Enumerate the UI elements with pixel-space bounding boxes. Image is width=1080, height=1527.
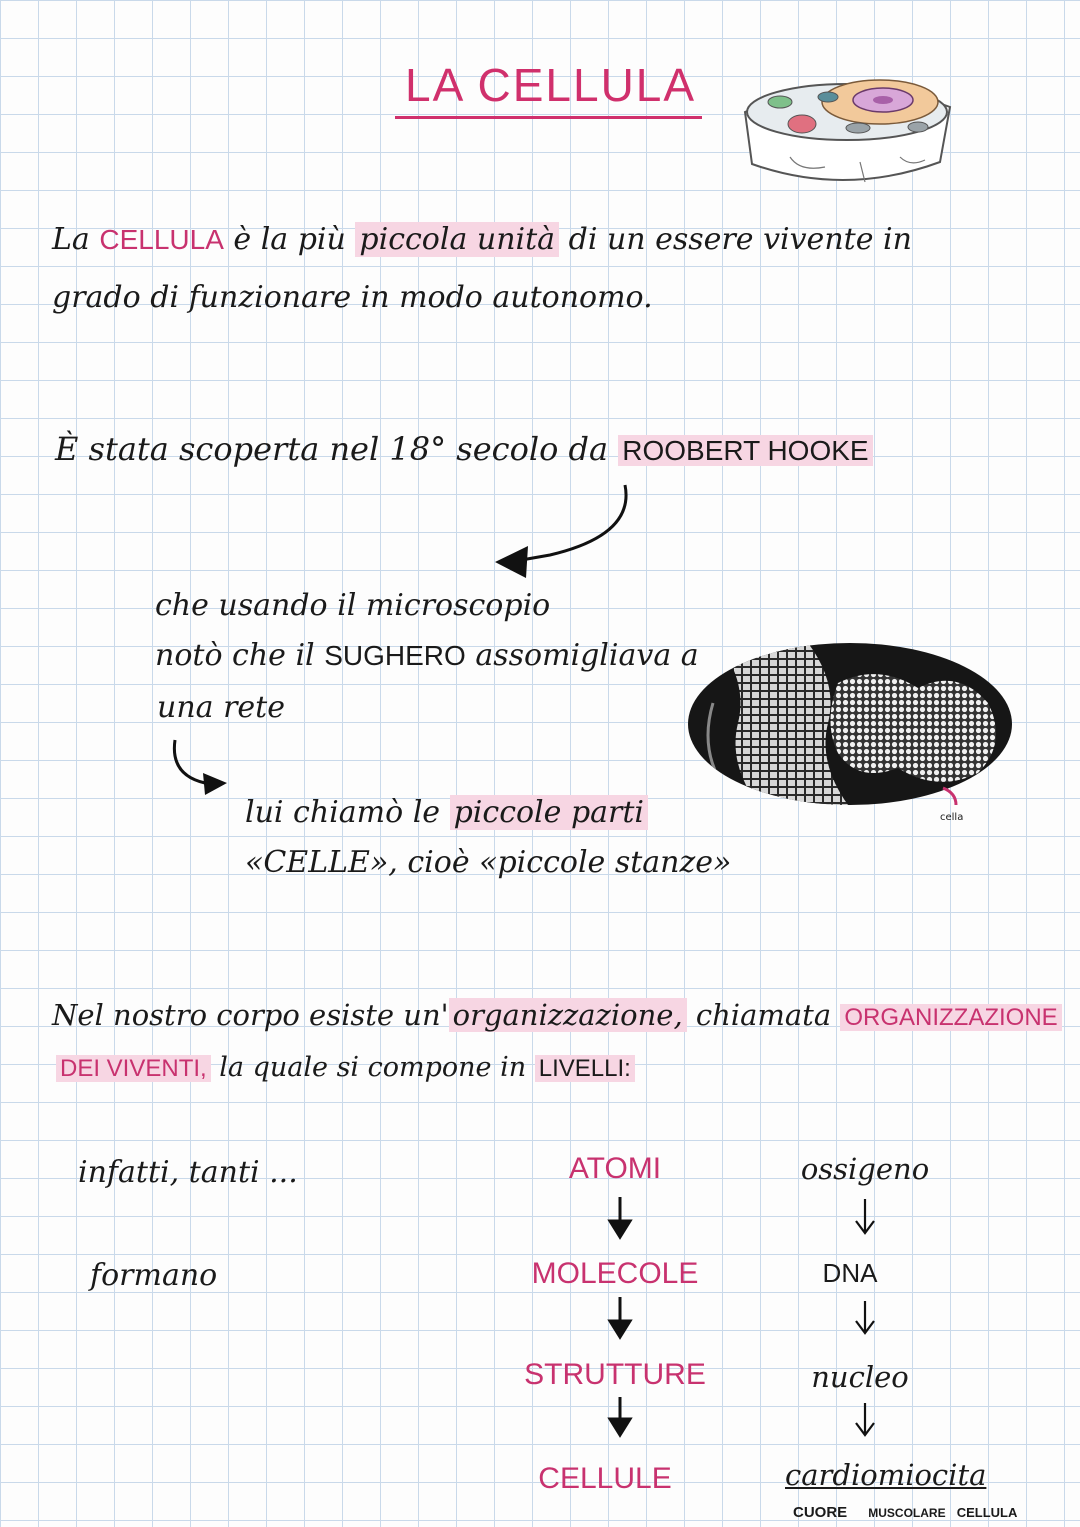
highlight-piccole-parti: piccole parti — [450, 795, 648, 830]
organization-line-1 — [52, 998, 1062, 1032]
naming-line-2: «CELLE», cioè «piccole stanze» — [245, 845, 732, 880]
microscope-text: assomigliava a — [475, 638, 699, 673]
level-molecole: MOLECOLE — [531, 1257, 699, 1290]
definition-line-2: grado di funzionare in modo autonomo. — [52, 280, 653, 315]
term-sughero: SUGHERO — [324, 640, 466, 671]
example-dna: DNA — [822, 1258, 878, 1288]
discovery-line — [55, 430, 873, 468]
label-formano: formano — [90, 1258, 218, 1293]
examples-arrows — [845, 1195, 885, 1445]
example-nucleo: nucleo — [811, 1360, 909, 1394]
cardio-part-cuore: CUORE — [793, 1504, 848, 1521]
example-cardiomiocita: cardiomiocita — [785, 1458, 987, 1492]
term-livelli: LIVELLI: — [535, 1055, 635, 1082]
arrow-to-microscope — [490, 480, 640, 590]
microscope-line-2 — [155, 638, 699, 673]
label-infatti: infatti, tanti ... — [78, 1155, 298, 1190]
organization-text: Nel nostro corpo esiste un' — [52, 998, 449, 1032]
hooke-name: ROOBERT HOOKE — [618, 435, 872, 466]
discovery-text: È stata scoperta nel 18° secolo da — [55, 430, 609, 468]
cardio-breakdown — [793, 1502, 1017, 1521]
arrow-to-naming — [165, 735, 235, 795]
cork-micrograph — [688, 643, 1013, 805]
microscope-line-1: che usando il microscopio — [155, 588, 551, 623]
definition-line-1 — [52, 222, 912, 257]
cardio-part-cellula: CELLULA — [956, 1505, 1018, 1520]
cell-illustration — [740, 72, 955, 187]
cork-cell-label: cella — [940, 812, 964, 823]
microscope-text: notò che il — [155, 638, 315, 673]
definition-text: è la più — [233, 222, 346, 257]
naming-line-1 — [245, 795, 648, 830]
term-cellula: CELLULA — [99, 224, 224, 255]
level-cellule: CELLULE — [538, 1462, 672, 1495]
microscope-line-3: una rete — [157, 690, 285, 725]
level-strutture: STRUTTURE — [524, 1358, 706, 1391]
definition-text: di un essere vivente in — [568, 222, 912, 257]
example-ossigeno: ossigeno — [800, 1152, 930, 1186]
highlight-organizzazione: organizzazione, — [449, 998, 687, 1032]
organization-text: la quale si compone in — [219, 1052, 527, 1083]
highlight-piccola-unita: piccola unità — [355, 222, 559, 257]
level-atomi: ATOMI — [568, 1152, 662, 1185]
organization-line-2 — [56, 1052, 635, 1083]
organization-text: chiamata — [695, 998, 832, 1032]
term-organizzazione: ORGANIZZAZIONE — [840, 1004, 1061, 1031]
naming-text: lui chiamò le — [245, 795, 441, 830]
term-dei-viventi: DEI VIVENTI, — [56, 1055, 211, 1082]
definition-text: La — [52, 222, 90, 257]
cardio-part-muscolare: MUSCOLARE — [868, 1506, 946, 1520]
levels-arrows — [600, 1195, 640, 1445]
page-title: LA CELLULA — [395, 58, 702, 119]
